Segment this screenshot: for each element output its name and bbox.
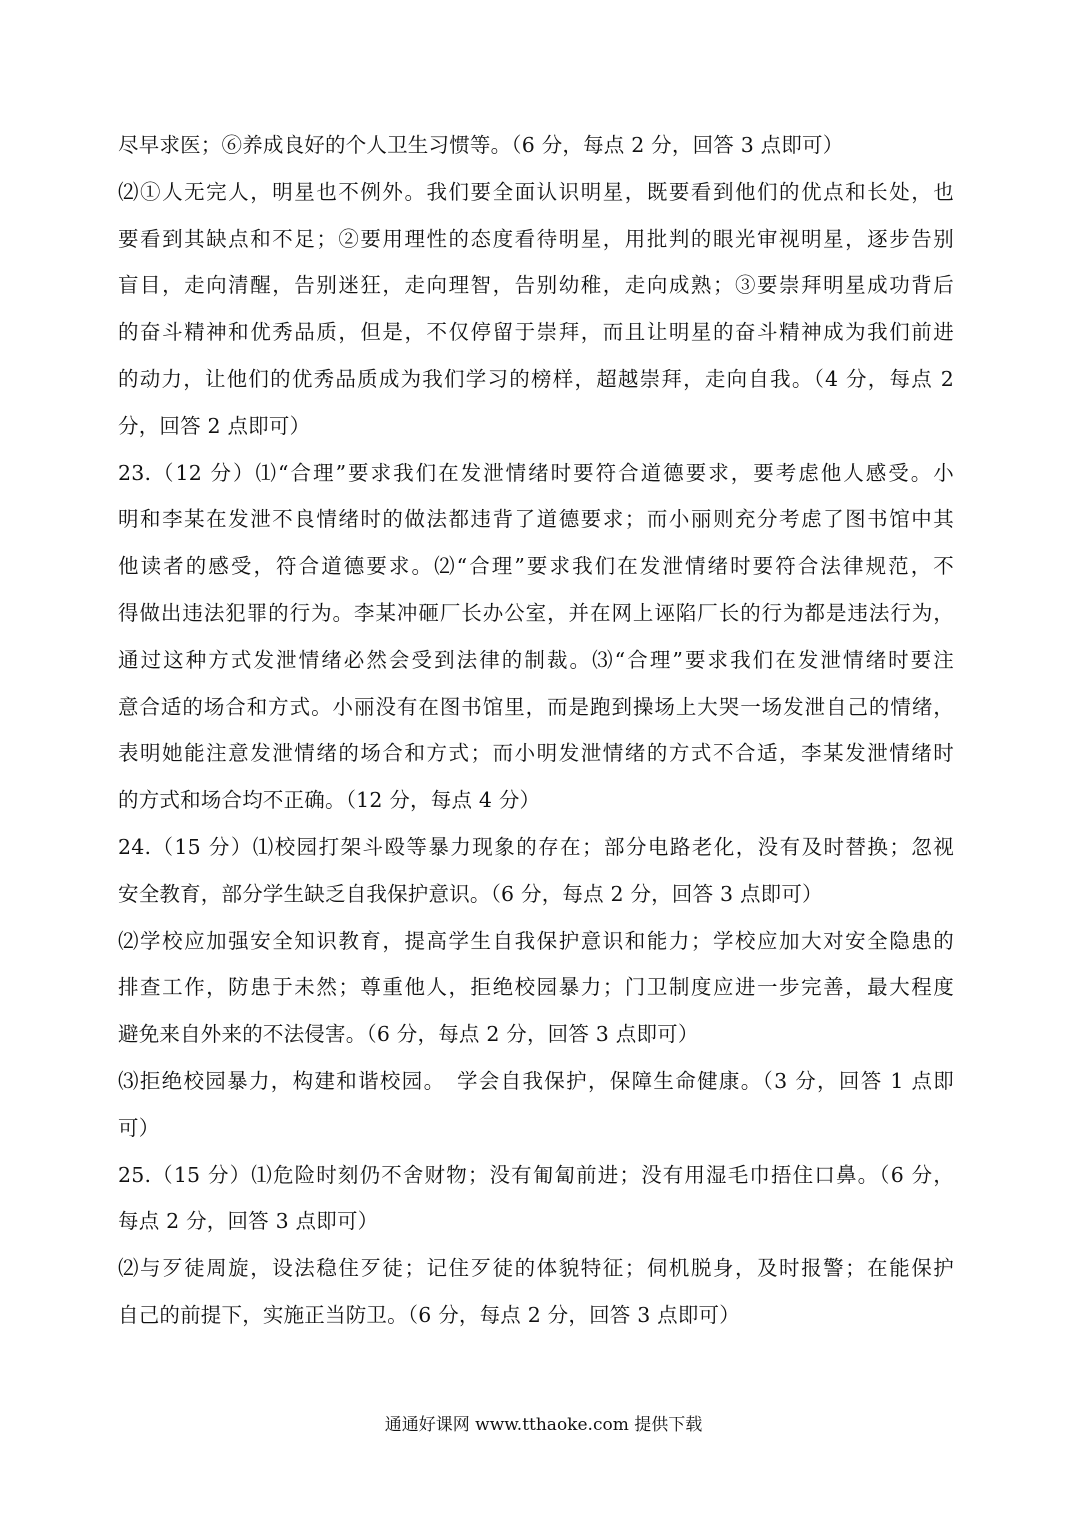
text-line: 表明她能注意发泄情绪的场合和方式；而小明发泄情绪的方式不合适，李某发泄情绪时 xyxy=(118,741,954,766)
text-line: ⑵学校应加强安全知识教育，提高学生自我保护意识和能力；学校应加大对安全隐患的 xyxy=(118,928,954,953)
text-line: ⑵与歹徒周旋，设法稳住歹徒；记住歹徒的体貌特征；伺机脱身，及时报警；在能保护 xyxy=(118,1256,954,1281)
text-line: 得做出违法犯罪的行为。李某冲砸厂长办公室，并在网上诬陷厂长的行为都是违法行为， xyxy=(118,600,954,625)
text-line: 通过这种方式发泄情绪必然会受到法律的制裁。⑶“合理”要求我们在发泄情绪时要注 xyxy=(118,647,954,672)
text-line: ⑶拒绝校园暴力，构建和谐校园。 学会自我保护，保障生命健康。（3 分，回答 1 点即 xyxy=(118,1068,954,1093)
text-line: 25.（15 分）⑴危险时刻仍不舍财物；没有匍匐前进；没有用湿毛巾捂住口鼻。（6 分， xyxy=(118,1162,954,1187)
text-line: 可） xyxy=(118,1115,160,1140)
answer-text xyxy=(118,122,954,1339)
text-line: 自己的前提下，实施正当防卫。（6 分，每点 2 分，回答 3 点即可） xyxy=(118,1302,740,1327)
text-line: 他读者的感受，符合道德要求。⑵“合理”要求我们在发泄情绪时要符合法律规范，不 xyxy=(118,554,954,579)
text-line: 安全教育，部分学生缺乏自我保护意识。（6 分，每点 2 分，回答 3 点即可） xyxy=(118,881,823,906)
text-line: 的奋斗精神和优秀品质，但是，不仅停留于崇拜，而且让明星的奋斗精神成为我们前进 xyxy=(118,320,954,345)
text-line: 的方式和场合均不正确。（12 分，每点 4 分） xyxy=(118,788,541,813)
text-line: 23.（12 分）⑴“合理”要求我们在发泄情绪时要符合道德要求，要考虑他人感受。小 xyxy=(118,460,954,485)
text-line: 意合适的场合和方式。小丽没有在图书馆里，而是跑到操场上大哭一场发泄自己的情绪， xyxy=(118,694,954,719)
text-line: 每点 2 分，回答 3 点即可） xyxy=(118,1209,379,1234)
page-footer: 通通好课网 www.tthaoke.com 提供下载 xyxy=(384,1415,703,1435)
text-line: 排查工作，防患于未然；尊重他人，拒绝校园暴力；门卫制度应进一步完善，最大程度 xyxy=(118,975,954,1000)
text-line: 盲目，走向清醒，告别迷狂，走向理智，告别幼稚，走向成熟；③要崇拜明星成功背后 xyxy=(118,273,954,298)
text-line: 避免来自外来的不法侵害。（6 分，每点 2 分，回答 3 点即可） xyxy=(118,1022,699,1047)
text-line: 尽早求医；⑥养成良好的个人卫生习惯等。（6 分，每点 2 分，回答 3 点即可） xyxy=(118,133,844,157)
text-line: 的动力，让他们的优秀品质成为我们学习的榜样，超越崇拜，走向自我。（4 分，每点 2 xyxy=(118,366,954,391)
text-line: 分，回答 2 点即可） xyxy=(118,413,311,438)
text-line: ⑵①人无完人，明星也不例外。我们要全面认识明星，既要看到他们的优点和长处，也 xyxy=(118,179,954,204)
text-line: 明和李某在发泄不良情绪时的做法都违背了道德要求；而小丽则充分考虑了图书馆中其 xyxy=(118,507,954,532)
text-line: 24.（15 分）⑴校园打架斗殴等暴力现象的存在；部分电路老化，没有及时替换；忽视 xyxy=(118,834,954,859)
text-line: 要看到其缺点和不足；②要用理性的态度看待明星，用批判的眼光审视明星，逐步告别 xyxy=(118,226,954,251)
